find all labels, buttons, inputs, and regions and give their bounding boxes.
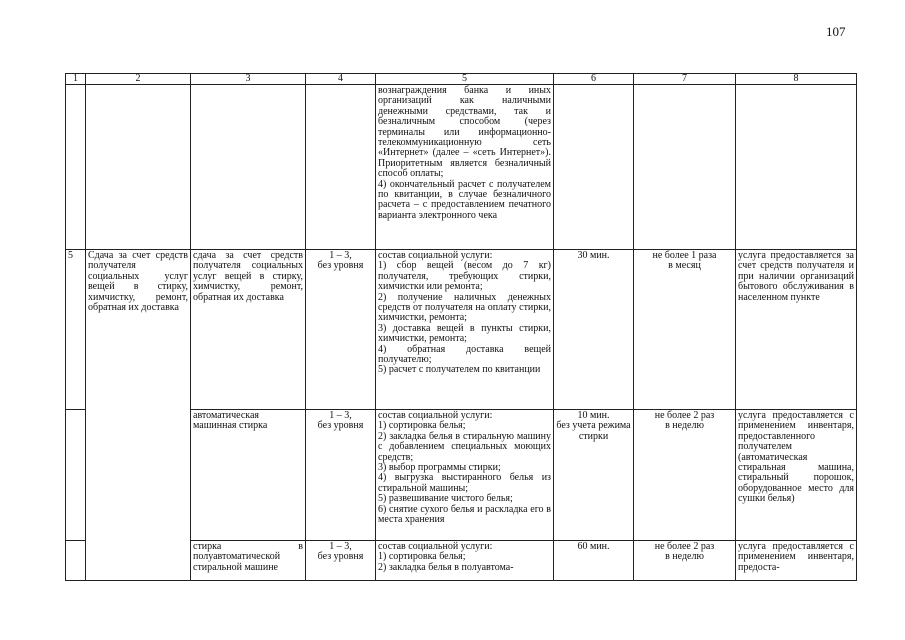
duration-cell: 30 мин. [554, 250, 634, 410]
cell-empty [66, 541, 86, 581]
table-row-5 [66, 250, 857, 410]
table-row-auto-wash [66, 410, 857, 541]
frequency-cell: не более 2 раз в неделю [634, 541, 736, 581]
header-col-5: 5 [376, 74, 554, 85]
service-composition-cell: состав социальной услуги: 1) сбор вещей (весом до 7 кг) получателя, требующих стирки, химчистки или ремонта; 2) получение наличных денежных средств от получателя на оплату стирки, химчистки, ремонта; 3) доставка вещей в пункты стирки, химчистки, ремонта; 4) обратная доставка вещей получателю; 5) расчет с получателем по квитанции [376, 250, 554, 410]
services-table [65, 73, 857, 581]
cell-empty [306, 85, 376, 250]
header-col-8: 8 [736, 74, 857, 85]
service-description-cell: автоматическая машинная стирка [191, 410, 306, 541]
row-number-cell: 5 [66, 250, 86, 410]
level-cell: 1 – 3, без уровня [306, 250, 376, 410]
cell-empty [86, 85, 191, 250]
cell-empty [66, 85, 86, 250]
conditions-cell: услуга предоставляется с применением инвентаря, предоставленного получателем (автоматическая стиральная машина, стиральный порошок, оборудованное место для сушки белья) [736, 410, 857, 541]
conditions-cell: услуга предоставляется за счет средств получателя и при наличии организаций бытового обслуживания в населенном пункте [736, 250, 857, 410]
service-name-cell: Сдача за счет средств получателя социальных услуг вещей в стирку, химчистку, ремонт, обратная их доставка [86, 250, 191, 410]
cell-empty [86, 541, 191, 581]
header-col-7: 7 [634, 74, 736, 85]
conditions-cell: услуга предоставляется с применением инвентаря, предоста- [736, 541, 857, 581]
frequency-cell: не более 1 раза в месяц [634, 250, 736, 410]
duration-cell: 60 мин. [554, 541, 634, 581]
continuation-row [66, 85, 857, 250]
header-col-3: 3 [191, 74, 306, 85]
service-composition-cell: состав социальной услуги: 1) сортировка белья; 2) закладка белья в полуавтома- [376, 541, 554, 581]
level-cell: 1 – 3, без уровня [306, 410, 376, 541]
header-col-1: 1 [66, 74, 86, 85]
duration-cell: 10 мин. без учета режима стирки [554, 410, 634, 541]
header-col-6: 6 [554, 74, 634, 85]
cell-empty [554, 85, 634, 250]
level-cell: 1 – 3, без уровня [306, 541, 376, 581]
service-composition-cell: вознаграждения банка и иных организаций как наличными денежными средствами, так и безналичным способом (через терминалы или информационно-телекоммуникационную сеть «Интернет» (далее – «сеть Интернет»). Приоритетным является безналичный способ оплаты; 4) окончательный расчет с получателем по квитанции, в случае безналичного расчета – с предоставлением печатного варианта электронного чека [376, 85, 554, 250]
header-col-4: 4 [306, 74, 376, 85]
header-col-2: 2 [86, 74, 191, 85]
service-description-cell: стирка в полуавтоматической стиральной машине [191, 541, 306, 581]
page-number: 107 [826, 24, 846, 39]
cell-empty [634, 85, 736, 250]
service-composition-cell: состав социальной услуги: 1) сортировка белья; 2) закладка белья в стиральную машину с добавлением специальных моющих средств; 3) выбор программы стирки; 4) выгрузка выстиранного белья из стиральной машины; 5) развешивание чистого белья; 6) снятие сухого белья и раскладка его в места хранения [376, 410, 554, 541]
table-row-semi-auto-wash [66, 541, 857, 581]
cell-empty [66, 410, 86, 541]
cell-empty [736, 85, 857, 250]
service-description-cell: сдача за счет средств получателя социальных услуг вещей в стирку, химчистку, ремонт, обратная их доставка [191, 250, 306, 410]
cell-empty [191, 85, 306, 250]
header-row [66, 74, 857, 85]
frequency-cell: не более 2 раз в неделю [634, 410, 736, 541]
cell-empty [86, 410, 191, 541]
